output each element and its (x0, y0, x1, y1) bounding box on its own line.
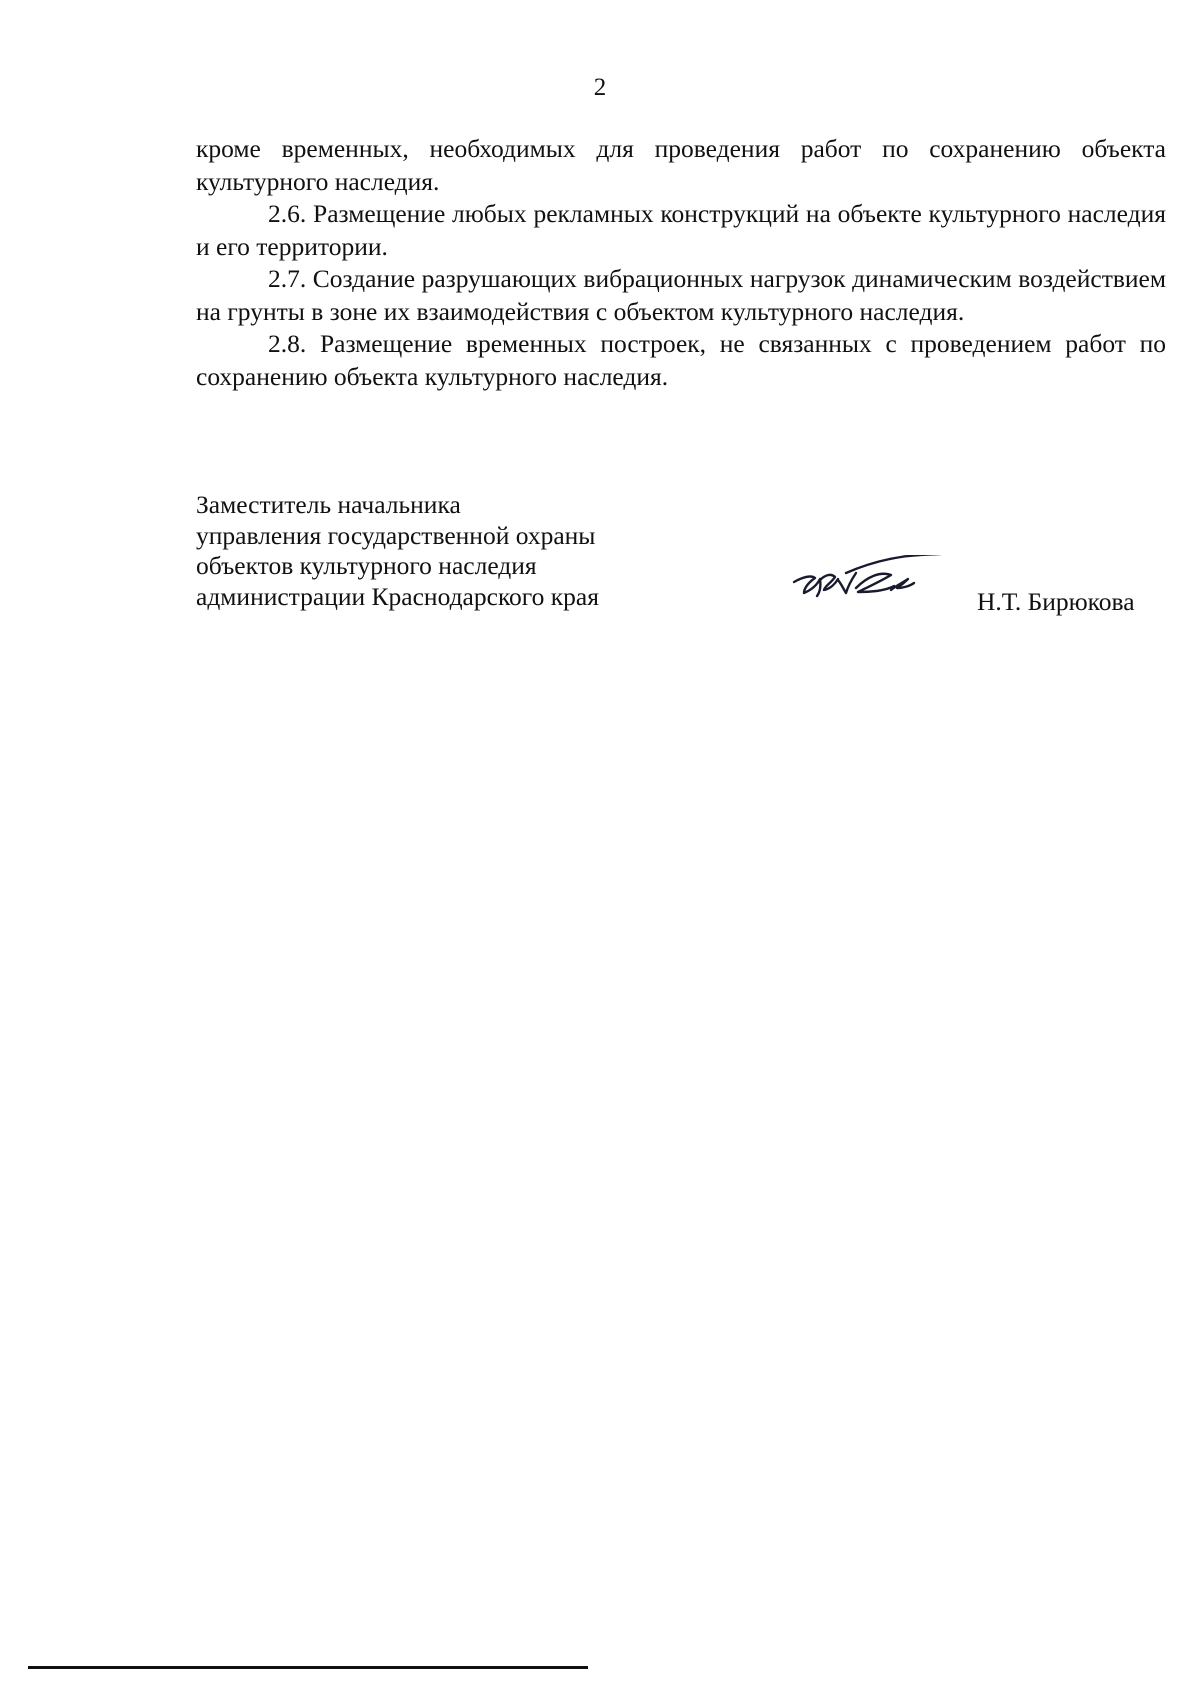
position-line: администрации Краснодарского края (196, 581, 599, 611)
bottom-rule (28, 1666, 588, 1669)
paragraph-item-2-6: 2.6. Размещение любых рекламных конструкций на объекте культурного наследия и его территории. (196, 199, 1166, 261)
signer-name: Н.Т. Бирюкова (977, 587, 1135, 616)
position-line: Заместитель начальника (196, 490, 461, 519)
paragraph-item-2-8: 2.8. Размещение временных построек, не связанных с проведением работ по сохранению объекта культурного наследия. (196, 329, 1166, 391)
document-body (196, 133, 1166, 393)
paragraph-item-2-7: 2.7. Создание разрушающих вибрационных нагрузок динамическим воздействием на грунты в зоне их взаимодействия с объектом культурного наследия. (196, 264, 1166, 326)
page-number: 2 (593, 74, 607, 101)
position-line: объектов культурного наследия (196, 551, 537, 580)
handwritten-signature (790, 555, 965, 630)
signatory-position (196, 490, 599, 612)
position-line: управления государственной охраны (196, 520, 596, 550)
paragraph-continuation: кроме временных, необходимых для проведения работ по сохранению объекта культурного наследия. (196, 134, 1166, 196)
